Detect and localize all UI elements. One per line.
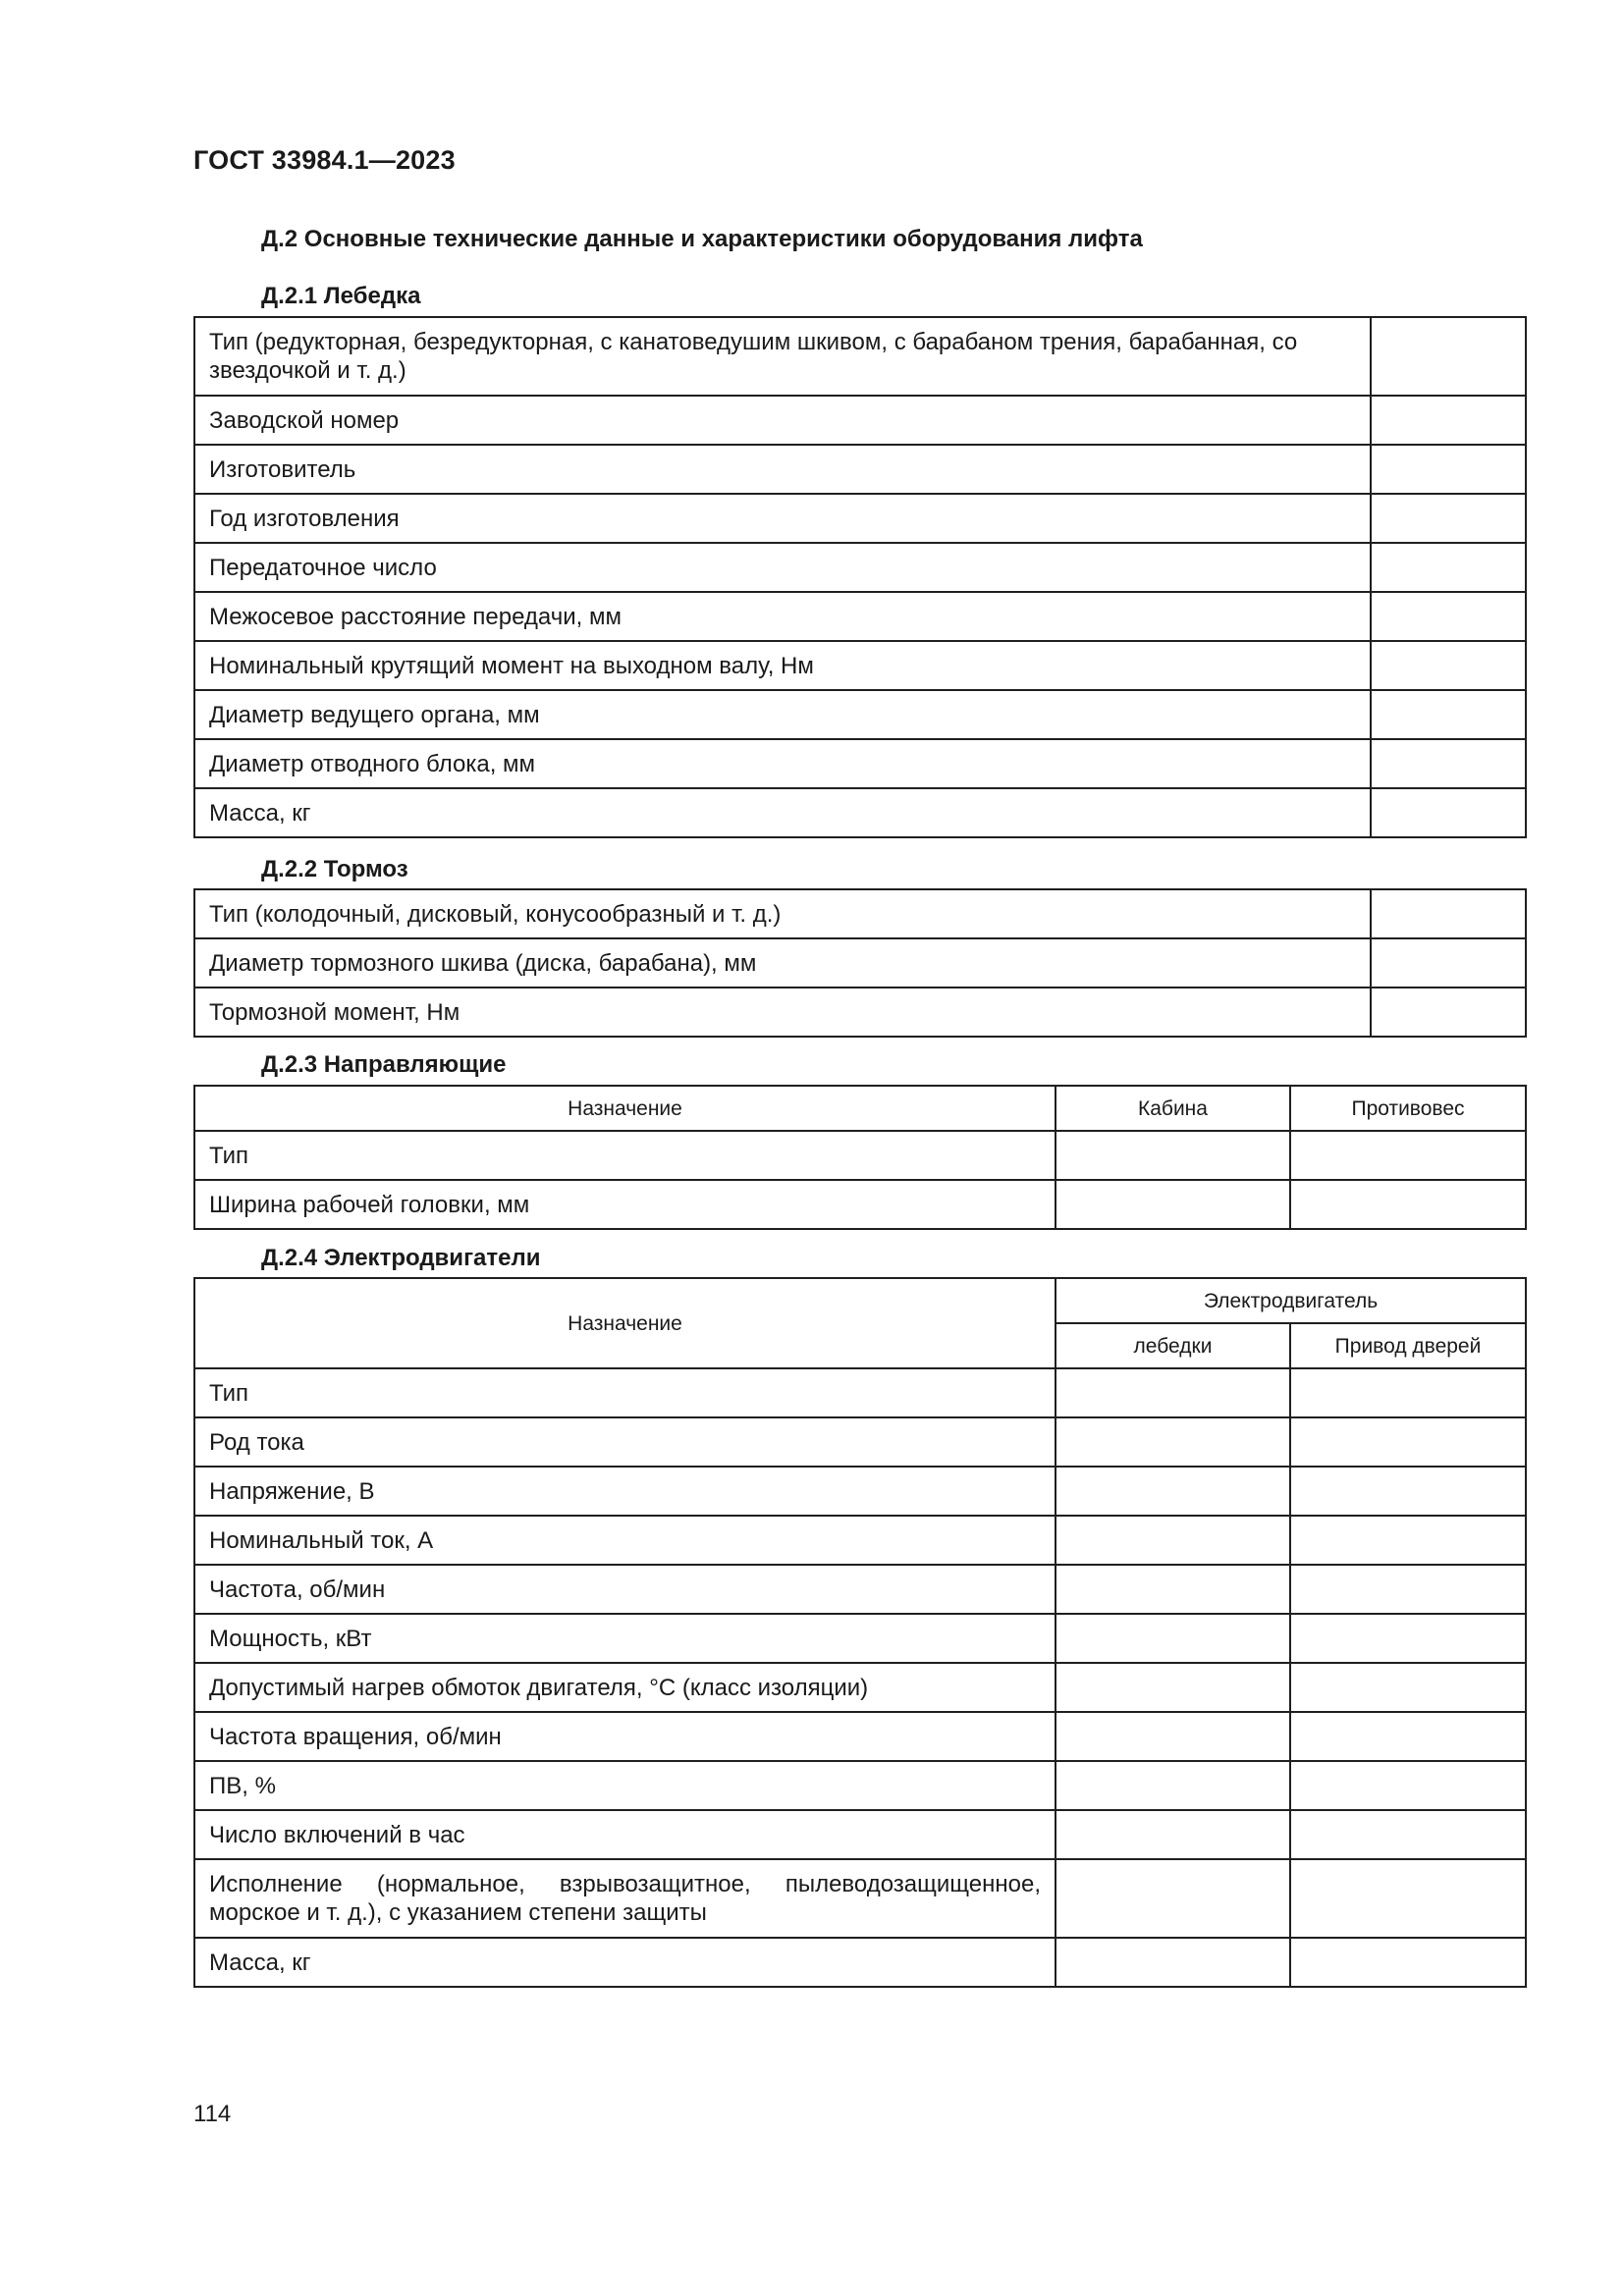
winch-row-label: Год изготовления — [194, 494, 1371, 543]
value-cell[interactable] — [1371, 788, 1526, 837]
value-cell[interactable] — [1371, 988, 1526, 1037]
table-row — [194, 317, 1526, 396]
guides-subsection-title: Д.2.3 Направляющие — [261, 1051, 507, 1078]
table-row — [194, 396, 1526, 445]
value-cell[interactable] — [1056, 1180, 1290, 1229]
table-header-row — [194, 1086, 1526, 1131]
table-row — [194, 938, 1526, 988]
value-cell[interactable] — [1371, 938, 1526, 988]
brake-row-label: Тип (колодочный, дисковый, конусообразный и т. д.) — [194, 889, 1371, 938]
page-number: 114 — [193, 2101, 232, 2127]
table-row — [194, 739, 1526, 788]
value-cell[interactable] — [1056, 1859, 1290, 1938]
brake-row-label: Тормозной момент, Нм — [194, 988, 1371, 1037]
value-cell[interactable] — [1056, 1368, 1290, 1417]
value-cell[interactable] — [1056, 1761, 1290, 1810]
table-row — [194, 592, 1526, 641]
table-row — [194, 988, 1526, 1037]
value-cell[interactable] — [1290, 1938, 1526, 1987]
counterweight-header: Противовес — [1290, 1086, 1526, 1131]
value-cell[interactable] — [1056, 1810, 1290, 1859]
table-row — [194, 889, 1526, 938]
table-row — [194, 1417, 1526, 1467]
winch-row-label: Диаметр ведущего органа, мм — [194, 690, 1371, 739]
table-row — [194, 1565, 1526, 1614]
table-row — [194, 543, 1526, 592]
value-cell[interactable] — [1371, 690, 1526, 739]
motors-row-label: ПВ, % — [194, 1761, 1056, 1810]
winch-row-label: Заводской номер — [194, 396, 1371, 445]
winch-row-label: Межосевое расстояние передачи, мм — [194, 592, 1371, 641]
value-cell[interactable] — [1290, 1368, 1526, 1417]
brake-row-label: Диаметр тормозного шкива (диска, барабана), мм — [194, 938, 1371, 988]
motors-row-label: Масса, кг — [194, 1938, 1056, 1987]
winch-subsection-title: Д.2.1 Лебедка — [261, 283, 421, 309]
table-row — [194, 445, 1526, 494]
table-row — [194, 1810, 1526, 1859]
motors-subsection-title: Д.2.4 Электродвигатели — [261, 1245, 541, 1271]
winch-row-label: Передаточное число — [194, 543, 1371, 592]
table-row — [194, 1663, 1526, 1712]
value-cell[interactable] — [1290, 1565, 1526, 1614]
value-cell[interactable] — [1056, 1938, 1290, 1987]
value-cell[interactable] — [1371, 317, 1526, 396]
value-cell[interactable] — [1056, 1614, 1290, 1663]
table-row — [194, 1938, 1526, 1987]
winch-table — [193, 316, 1527, 838]
table-header-row — [194, 1278, 1526, 1323]
value-cell[interactable] — [1290, 1712, 1526, 1761]
table-row — [194, 1180, 1526, 1229]
winch-row-label: Тип (редукторная, безредукторная, с канатоведушим шкивом, с барабаном трения, барабанная, со звездочкой и т. д.) — [194, 317, 1371, 396]
value-cell[interactable] — [1371, 445, 1526, 494]
cabin-header: Кабина — [1056, 1086, 1290, 1131]
section-title: Д.2 Основные технические данные и характеристики оборудования лифта — [261, 226, 1143, 252]
value-cell[interactable] — [1290, 1859, 1526, 1938]
table-row — [194, 641, 1526, 690]
winch-row-label: Диаметр отводного блока, мм — [194, 739, 1371, 788]
motors-row-label: Тип — [194, 1368, 1056, 1417]
value-cell[interactable] — [1290, 1663, 1526, 1712]
table-row — [194, 1516, 1526, 1565]
value-cell[interactable] — [1290, 1180, 1526, 1229]
table-row — [194, 690, 1526, 739]
motors-row-label: Исполнение (нормальное, взрывозащитное, пылеводозащищенное, морское и т. д.), с указанием степени защиты — [194, 1859, 1056, 1938]
value-cell[interactable] — [1056, 1131, 1290, 1180]
value-cell[interactable] — [1056, 1417, 1290, 1467]
value-cell[interactable] — [1371, 739, 1526, 788]
winch-row-label: Изготовитель — [194, 445, 1371, 494]
value-cell[interactable] — [1290, 1467, 1526, 1516]
motors-row-label: Мощность, кВт — [194, 1614, 1056, 1663]
purpose-header: Назначение — [194, 1086, 1056, 1131]
winch-row-label: Номинальный крутящий момент на выходном валу, Нм — [194, 641, 1371, 690]
guides-row-label: Тип — [194, 1131, 1056, 1180]
brake-subsection-title: Д.2.2 Тормоз — [261, 856, 408, 882]
value-cell[interactable] — [1371, 889, 1526, 938]
value-cell[interactable] — [1371, 543, 1526, 592]
table-row — [194, 1368, 1526, 1417]
value-cell[interactable] — [1290, 1516, 1526, 1565]
table-row — [194, 1712, 1526, 1761]
value-cell[interactable] — [1290, 1761, 1526, 1810]
value-cell[interactable] — [1371, 494, 1526, 543]
table-row — [194, 494, 1526, 543]
value-cell[interactable] — [1290, 1131, 1526, 1180]
motors-table — [193, 1277, 1527, 1988]
value-cell[interactable] — [1056, 1712, 1290, 1761]
document-code: ГОСТ 33984.1—2023 — [193, 145, 456, 175]
winch-motor-header: лебедки — [1056, 1323, 1290, 1368]
motors-row-label: Номинальный ток, А — [194, 1516, 1056, 1565]
motor-group-header: Электродвигатель — [1056, 1278, 1526, 1323]
motors-row-label: Частота вращения, об/мин — [194, 1712, 1056, 1761]
guides-row-label: Ширина рабочей головки, мм — [194, 1180, 1056, 1229]
value-cell[interactable] — [1371, 396, 1526, 445]
motors-row-label: Число включений в час — [194, 1810, 1056, 1859]
table-row — [194, 1614, 1526, 1663]
door-drive-header: Привод дверей — [1290, 1323, 1526, 1368]
value-cell[interactable] — [1056, 1565, 1290, 1614]
purpose-header: Назначение — [194, 1278, 1056, 1368]
value-cell[interactable] — [1290, 1810, 1526, 1859]
winch-row-label: Масса, кг — [194, 788, 1371, 837]
motors-row-label: Частота, об/мин — [194, 1565, 1056, 1614]
value-cell[interactable] — [1371, 592, 1526, 641]
value-cell[interactable] — [1056, 1516, 1290, 1565]
brake-table — [193, 888, 1527, 1038]
table-row — [194, 1467, 1526, 1516]
table-row — [194, 1131, 1526, 1180]
value-cell[interactable] — [1290, 1417, 1526, 1467]
value-cell[interactable] — [1371, 641, 1526, 690]
motors-row-label: Допустимый нагрев обмоток двигателя, °С (класс изоляции) — [194, 1663, 1056, 1712]
guides-table — [193, 1085, 1527, 1230]
motors-row-label: Род тока — [194, 1417, 1056, 1467]
value-cell[interactable] — [1056, 1663, 1290, 1712]
table-row — [194, 1761, 1526, 1810]
value-cell[interactable] — [1056, 1467, 1290, 1516]
table-row — [194, 1859, 1526, 1938]
value-cell[interactable] — [1290, 1614, 1526, 1663]
motors-row-label: Напряжение, В — [194, 1467, 1056, 1516]
table-row — [194, 788, 1526, 837]
